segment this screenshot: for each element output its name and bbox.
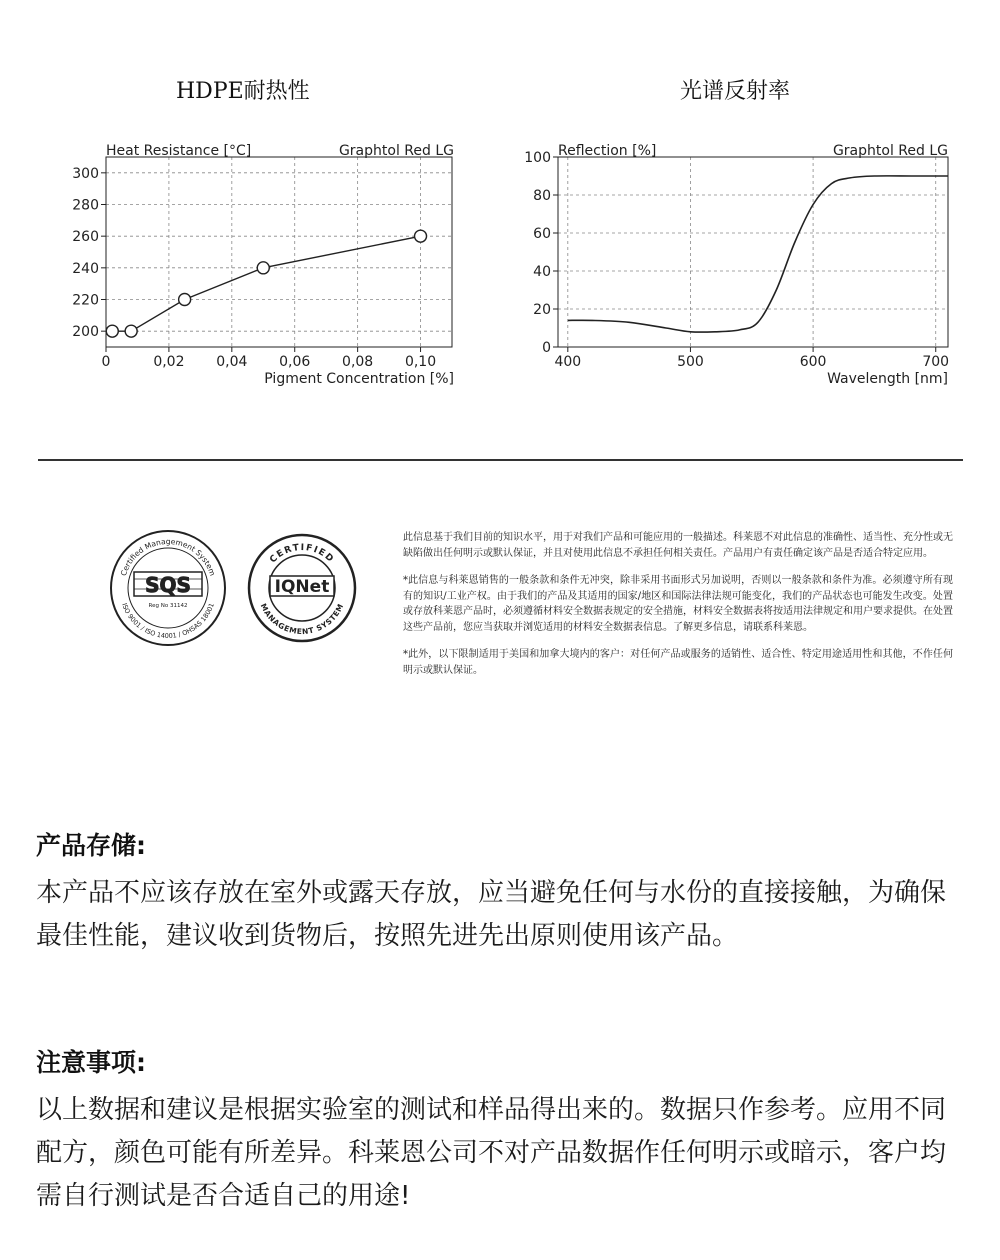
x-tick-label: 400 bbox=[554, 354, 582, 370]
x-tick-label: 0,06 bbox=[279, 354, 311, 370]
sqs-ring-top-text: Certified Management System bbox=[118, 536, 218, 578]
x-tick-label: 700 bbox=[922, 354, 950, 370]
refl-plot-frame bbox=[558, 157, 948, 347]
y-tick-label: 280 bbox=[72, 197, 99, 214]
heat-series-label: Graphtol Red LG bbox=[338, 143, 454, 159]
x-tick-label: 0,08 bbox=[342, 354, 374, 370]
data-point-marker bbox=[106, 325, 118, 337]
storage-text: 本产品不应该存放在室外或露天存放，应当避免任何与水份的直接接触，为确保最佳性能，建议收到货物后，按照先进先出原则使用该产品。 bbox=[36, 878, 947, 951]
y-tick-label: 300 bbox=[72, 165, 99, 182]
y-tick-label: 220 bbox=[72, 292, 99, 309]
iqnet-ring-bottom-text: MANAGEMENT SYSTEM bbox=[258, 602, 346, 637]
reflection-heading: 光谱反射率 bbox=[680, 79, 791, 104]
reflection-chart bbox=[520, 135, 960, 395]
heat-grid bbox=[106, 157, 452, 347]
notice-text: 以上数据和建议是根据实验室的测试和样品得出来的。数据只作参考。应用不同配方，颜色可能有所差异。科莱恩公司不对产品数据作任何明示或暗示，客户均需自行测试是否合适自己的用途! bbox=[36, 1095, 947, 1211]
x-tick-label: 600 bbox=[799, 354, 827, 370]
refl-series-label: Graphtol Red LG bbox=[832, 143, 948, 159]
data-point-marker bbox=[125, 325, 137, 337]
refl-ticks bbox=[524, 150, 949, 370]
x-tick-label: 0,04 bbox=[216, 354, 248, 370]
data-point-marker bbox=[415, 230, 427, 242]
refl-grid bbox=[558, 157, 948, 347]
x-tick-label: 0,02 bbox=[153, 354, 185, 370]
x-tick-label: 0,10 bbox=[404, 354, 437, 370]
data-point-marker bbox=[179, 294, 191, 306]
notice-title: 注意事项: bbox=[36, 1048, 146, 1077]
storage-title: 产品存储: bbox=[36, 831, 146, 860]
heat-markers bbox=[106, 230, 426, 337]
x-tick-label: 500 bbox=[677, 354, 704, 370]
storage-section bbox=[36, 826, 971, 958]
refl-chart-title: Reflection [%] bbox=[558, 143, 657, 159]
heat-plot-frame bbox=[106, 157, 452, 347]
sqs-certification-logo bbox=[108, 528, 228, 648]
y-tick-label: 240 bbox=[72, 260, 99, 277]
heat-resistance-chart bbox=[60, 135, 480, 395]
y-tick-label: 100 bbox=[524, 150, 551, 166]
y-tick-label: 260 bbox=[72, 229, 99, 246]
heat-resistance-heading: HDPE耐热性 bbox=[176, 79, 310, 104]
sqs-reg-number: Reg No 31142 bbox=[148, 603, 188, 609]
sqs-center-text: SQS bbox=[145, 573, 191, 597]
notice-section bbox=[36, 1043, 971, 1218]
iqnet-certification-logo bbox=[246, 532, 358, 644]
y-tick-label: 80 bbox=[533, 188, 551, 204]
disclaimer-block bbox=[403, 530, 953, 690]
y-tick-label: 0 bbox=[542, 340, 551, 356]
heat-chart-title: Heat Resistance [°C] bbox=[106, 143, 252, 159]
disclaimer-paragraph-2: *此信息与科莱恩销售的一般条款和条件无冲突，除非采用书面形式另加说明，否则以一般条款和条件为准。必须遵守所有现有的知识/工业产权。由于我们的产品及其适用的国家/地区和国际法律法规可能变化，我们的产品状态也可能发生改变。处置或存放科莱恩产品时，必须遵循材料安全数据表规定的安全措施，材料安全数据表将按适用法律规定和用户要求提供。在处置这些产品前，您应当获取并浏览适用的材料安全数据表信息。了解更多信息，请联系科莱恩。 bbox=[403, 575, 953, 633]
iqnet-ring-top-text: CERTIFIED bbox=[268, 542, 336, 566]
iqnet-center-text: IQNet bbox=[274, 577, 330, 597]
y-tick-label: 20 bbox=[533, 302, 551, 318]
disclaimer-paragraph-1: 此信息基于我们目前的知识水平，用于对我们产品和可能应用的一般描述。科莱恩不对此信息的准确性、适当性、充分性或无缺陷做出任何明示或默认保证，并且对使用此信息不承担任何相关责任。产品用户有责任确定该产品是否适合特定应用。 bbox=[403, 532, 953, 559]
y-tick-label: 60 bbox=[533, 226, 551, 242]
sqs-ring-bottom-text: ISO 9001 / ISO 14001 / OHSAS 18001 bbox=[120, 602, 216, 641]
heat-series-line bbox=[112, 236, 420, 331]
heat-x-axis-label: Pigment Concentration [%] bbox=[264, 371, 454, 387]
y-tick-label: 200 bbox=[72, 324, 99, 341]
refl-x-axis-label: Wavelength [nm] bbox=[827, 371, 948, 387]
section-divider bbox=[38, 459, 963, 461]
y-tick-label: 40 bbox=[533, 264, 551, 280]
data-point-marker bbox=[257, 262, 269, 274]
disclaimer-paragraph-3: *此外，以下限制适用于美国和加拿大境内的客户：对任何产品或服务的适销性、适合性、特定用途适用性和其他，不作任何明示或默认保证。 bbox=[403, 649, 953, 676]
x-tick-label: 0 bbox=[101, 354, 111, 370]
